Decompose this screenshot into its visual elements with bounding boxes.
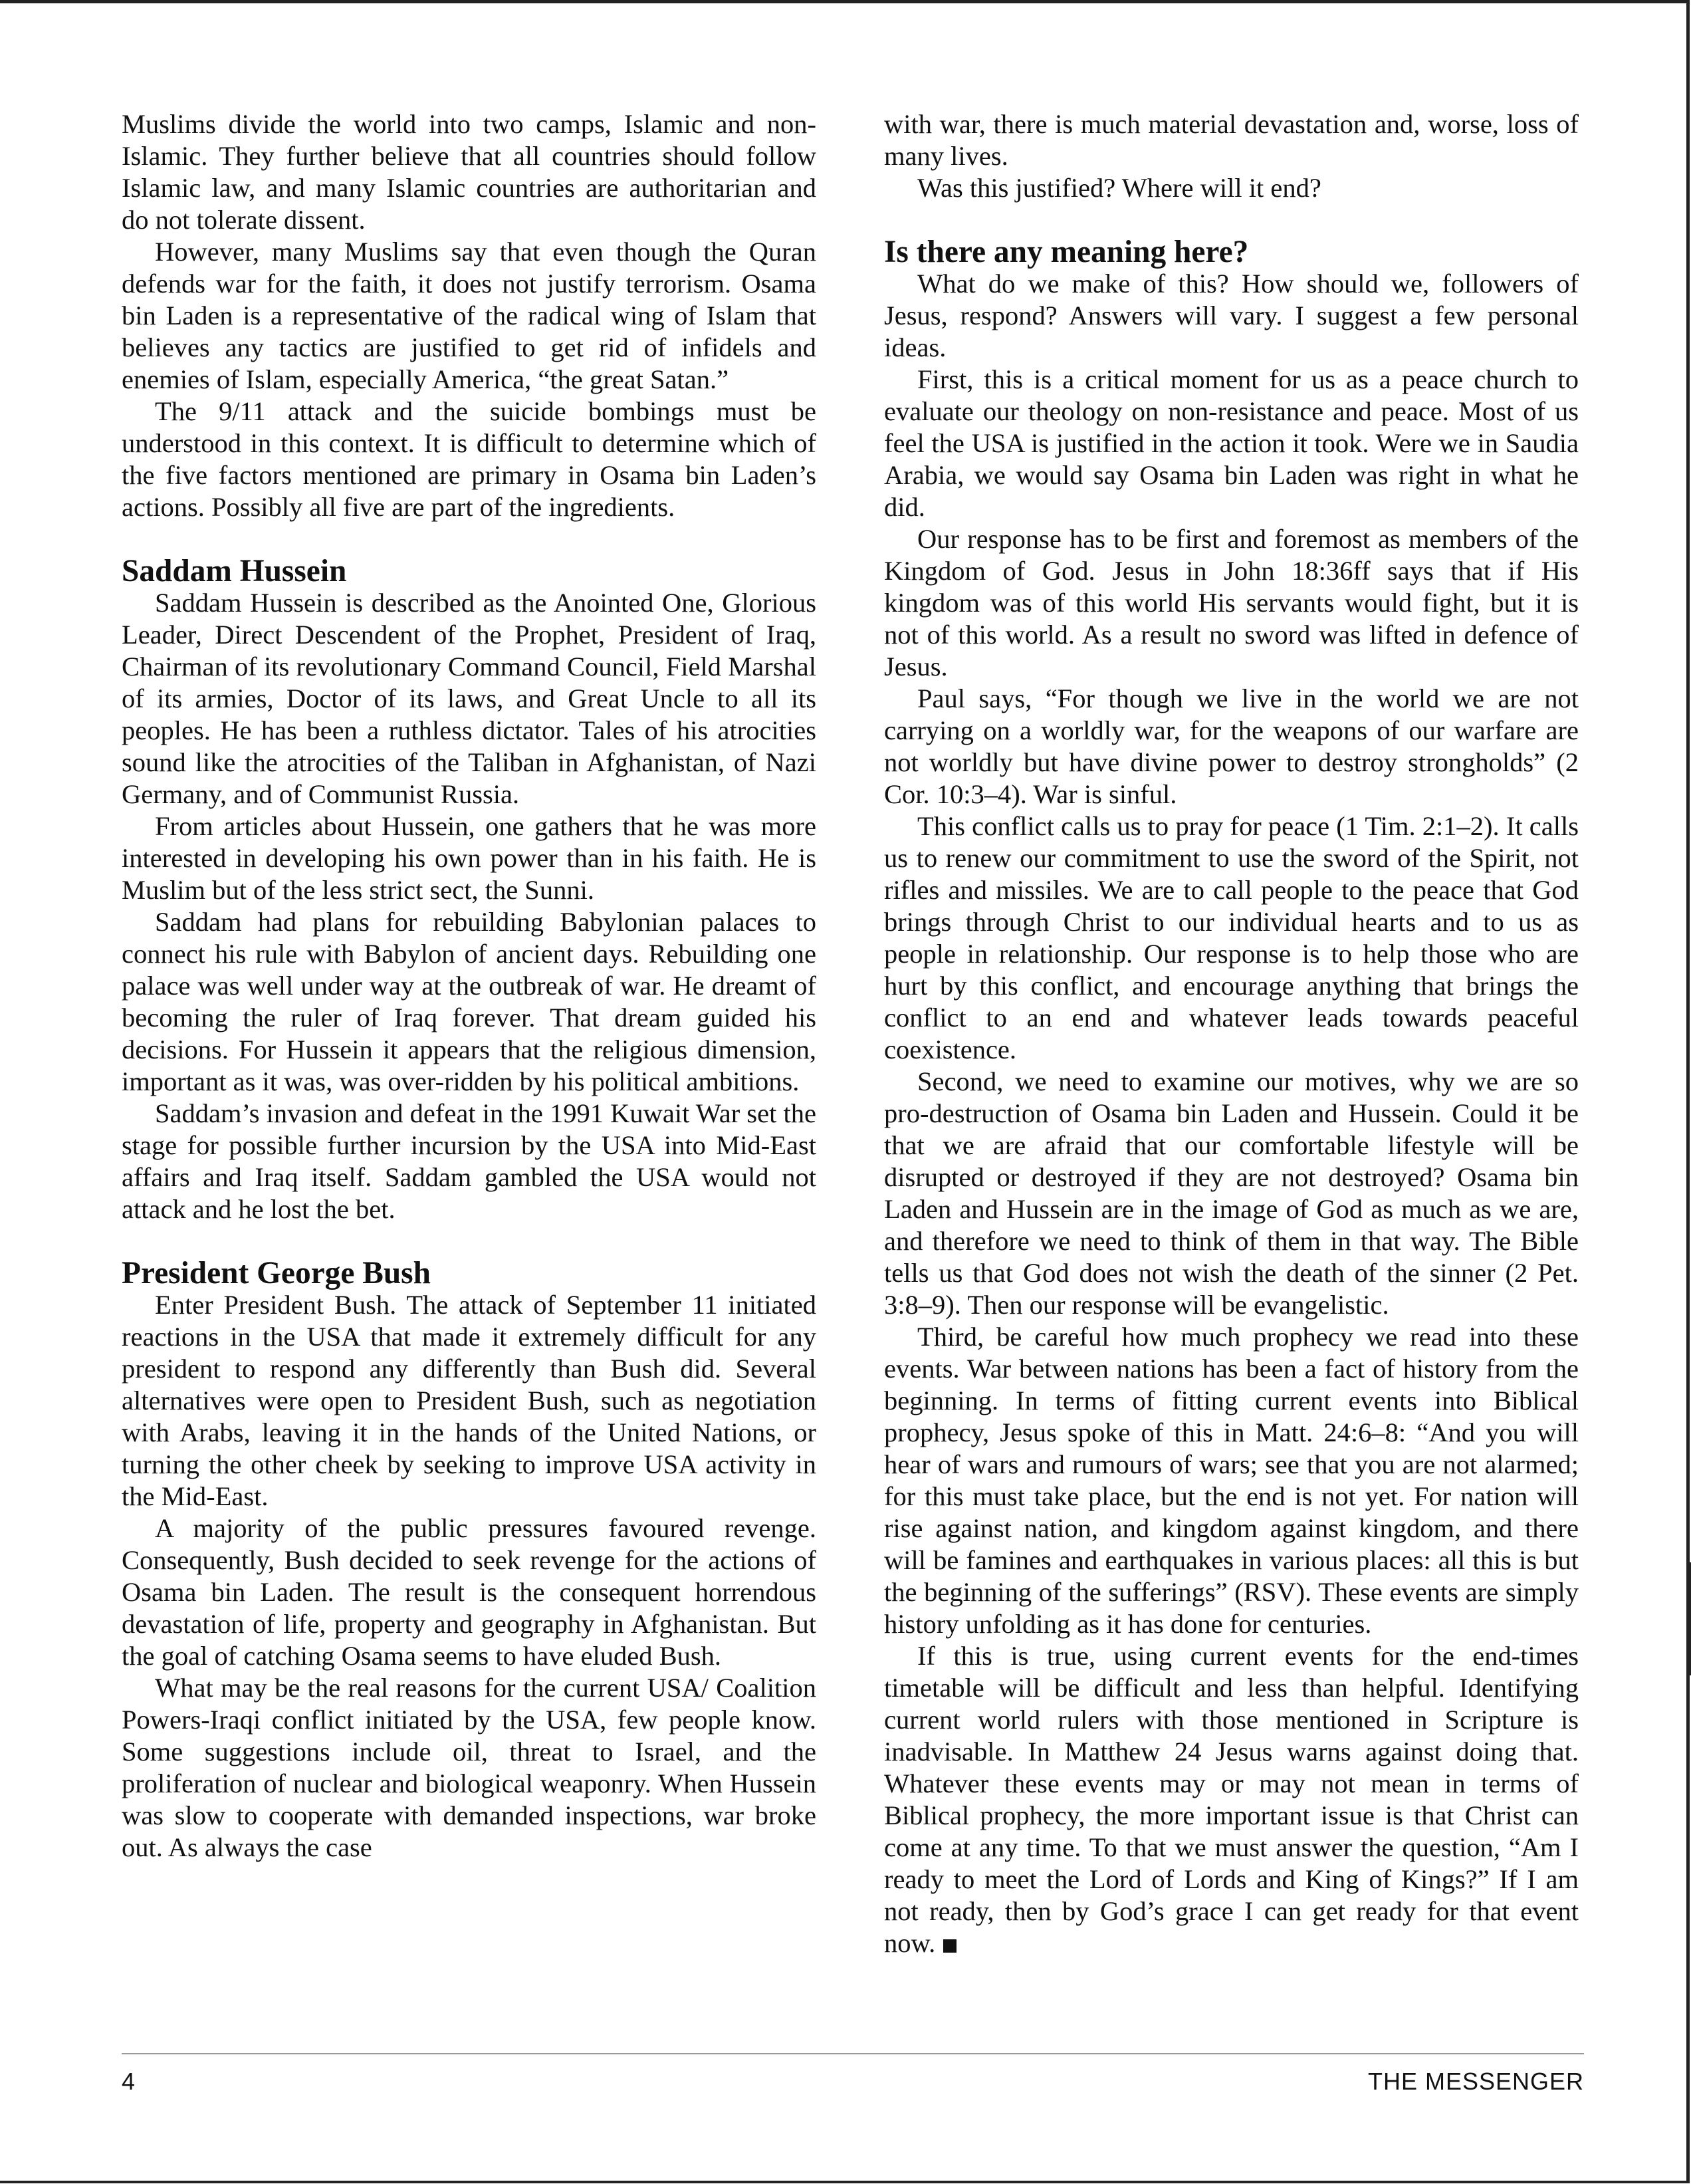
paragraph: Third, be careful how much prophecy we read into these events. War between nations has been a fact of history from the beginning. In terms of fitting current events into Biblical prophecy, Jesus spoke of this in Matt. 24:6–8: “And you will hear of wars and rumours of wars; see that you are not alarmed; for this must take place, but the end is not yet. For nation will rise against nation, and kingdom against kingdom, and there will be famines and earthquakes in various places: all this is but the beginning of the sufferings” (RSV). These events are simply history unfolding as it has done for centuries.: [884, 1322, 1579, 1639]
paragraph: Saddam’s invasion and defeat in the 1991 Kuwait War set the stage for possible further incursion by the USA into Mid-East affairs and Iraq itself. Saddam gambled the USA would not attack and he lost the bet.: [122, 1098, 816, 1224]
left-column: [122, 108, 816, 1864]
paragraph-text: If this is true, using current events for the end-times timetable will be difficult and less than helpful. Identifying current world rulers with those mentioned in Scripture is inadvisable. In Matthew 24 Jesus warns against doing that. Whatever these events may or may not mean in terms of Biblical prophecy, the more important issue is that Christ can come at any time. To that we must answer the question, “Am I ready to meet the Lord of Lords and King of Kings?” If I am not ready, then by God’s grace I can get ready for that event now.: [884, 1641, 1579, 1958]
paragraph: The 9/11 attack and the suicide bombings must be understood in this context. It is difficult to determine which of the five factors mentioned are primary in Osama bin Laden’s actions. Possibly all five are part of the ingredients.: [122, 396, 816, 522]
paragraph: What may be the real reasons for the current USA/ Coalition Powers-Iraqi conflict initiated by the USA, few people know. Some suggestions include oil, threat to Israel, and the proliferation of nuclear and biological weaponry. When Hussein was slow to cooperate with demanded inspections, war broke out. As always the case: [122, 1673, 816, 1862]
right-column: [884, 108, 1579, 1959]
paragraph: Our response has to be first and foremost as members of the Kingdom of God. Jesus in John 18:36ff says that if His kingdom was of this world His servants would fight, but it is not of this world. As a result no sword was lifted in defence of Jesus.: [884, 524, 1579, 681]
publication-name: THE MESSENGER: [1367, 2068, 1584, 2095]
paragraph: Saddam had plans for rebuilding Babylonian palaces to connect his rule with Babylon of ancient days. Rebuilding one palace was well under way at the outbreak of war. He dreamt of becoming the ruler of Iraq forever. That dream guided his decisions. For Hussein it appears that the religious dimension, important as it was, was over-ridden by his political ambitions.: [122, 907, 816, 1096]
paragraph: What do we make of this? How should we, followers of Jesus, respond? Answers will vary. I suggest a few personal ideas.: [884, 269, 1579, 362]
paragraph: Second, we need to examine our motives, why we are so pro-destruction of Osama bin Laden and Hussein. Could it be that we are afraid that our comfortable lifestyle will be disrupted or destroyed if they are not destroyed? Osama bin Laden and Hussein are in the image of God as much as we are, and therefore we need to think of them in that way. The Bible tells us that God does not wish the death of the sinner (2 Pet. 3:8–9). Then our response will be evangelistic.: [884, 1066, 1579, 1320]
paragraph: A majority of the public pressures favoured revenge. Consequently, Bush decided to seek revenge for the actions of Osama bin Laden. The result is the consequent horrendous devastation of life, property and geography in Afghanistan. But the goal of catching Osama seems to have eluded Bush.: [122, 1513, 816, 1671]
paragraph: Enter President Bush. The attack of September 11 initiated reactions in the USA that made it extremely difficult for any president to respond any differently than Bush did. Several alternatives were open to President Bush, such as negotiation with Arabs, leaving it in the hands of the United Nations, or turning the other cheek by seeking to improve USA activity in the Mid-East.: [122, 1290, 816, 1511]
footer-rule: [122, 2053, 1584, 2054]
scan-edge-mark: [1688, 1562, 1691, 1675]
page-number: 4: [122, 2068, 136, 2095]
paragraph: First, this is a critical moment for us as a peace church to evaluate our theology on non-resistance and peace. Most of us feel the USA is justified in the action it took. Were we in Saudia Arabia, we would say Osama bin Laden was right in what he did.: [884, 364, 1579, 522]
section-heading-meaning: Is there any meaning here?: [884, 235, 1249, 269]
paragraph: Was this justified? Where will it end?: [917, 173, 1321, 203]
section-heading-saddam: Saddam Hussein: [122, 554, 347, 588]
section-heading-bush: President George Bush: [122, 1256, 431, 1290]
paragraph: Saddam Hussein is described as the Anointed One, Glorious Leader, Direct Descendent of the Prophet, President of Iraq, Chairman of its revolutionary Command Council, Field Marshal of its armies, Doctor of its laws, and Great Uncle to all its peoples. He has been a ruthless dictator. Tales of his atrocities sound like the atrocities of the Taliban in Afghanistan, of Nazi Germany, and of Communist Russia.: [122, 588, 816, 809]
paragraph: Muslims divide the world into two camps, Islamic and non-Islamic. They further believe that all countries should follow Islamic law, and many Islamic countries are authoritarian and do not tolerate dissent.: [122, 109, 816, 235]
paragraph: From articles about Hussein, one gathers that he was more interested in developing his own power than in his faith. He is Muslim but of the less strict sect, the Sunni.: [122, 811, 816, 905]
end-of-article-square-icon: [943, 1939, 957, 1953]
final-paragraph: [884, 1640, 1579, 1959]
paragraph: However, many Muslims say that even though the Quran defends war for the faith, it does not justify terrorism. Osama bin Laden is a representative of the radical wing of Islam that believes any tactics are justified to get rid of infidels and enemies of Islam, especially America, “the great Satan.”: [122, 237, 816, 394]
paragraph: This conflict calls us to pray for peace (1 Tim. 2:1–2). It calls us to renew our commitment to use the sword of the Spirit, not rifles and missiles. We are to call people to the peace that God brings through Christ to our individual hearts and to us as people in relationship. Our response is to help those who are hurt by this conflict, and encourage anything that brings the conflict to an end and whatever leads towards peaceful coexistence.: [884, 811, 1579, 1064]
paragraph: Paul says, “For though we live in the world we are not carrying on a worldly war, for the weapons of our warfare are not worldly but have divine power to destroy strongholds” (2 Cor. 10:3–4). War is sinful.: [884, 683, 1579, 809]
paragraph: with war, there is much material devastation and, worse, loss of many lives.: [884, 109, 1579, 171]
